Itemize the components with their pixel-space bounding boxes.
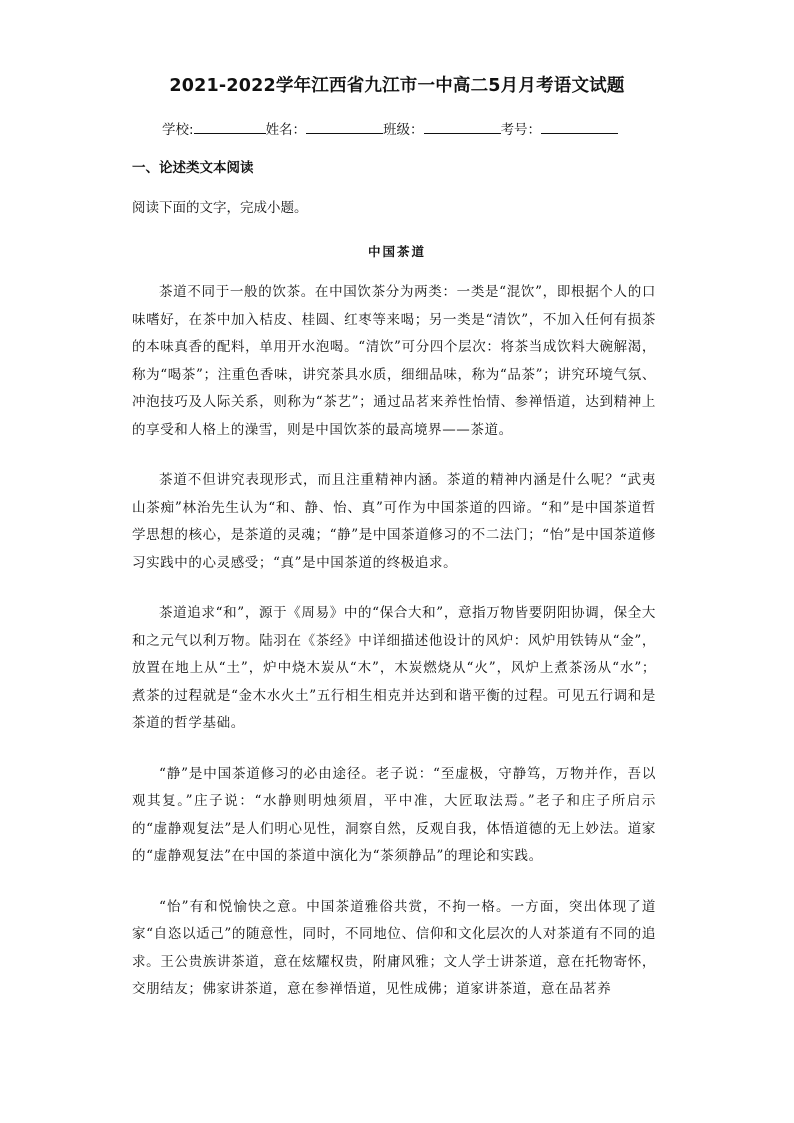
school-label: 学校:	[162, 122, 194, 138]
article-paragraph: 茶道不同于一般的饮茶。在中国饮茶分为两类：一类是“混饮”，即根据个人的口味嗜好，在茶中加入桔皮、桂圆、红枣等来喝；另一类是“清饮”，不加入任何有损茶的本味真香的配料，单用开水泡喝。“清饮”可分四个层次：将茶当成饮料大碗解渴，称为“喝茶”；注重色香味，讲究茶具水质，细细品味，称为“品茶”；讲究环境气氛、冲泡技巧及人际关系，则称为“茶艺”；通过品茗来养性怡情、参禅悟道，达到精神上的享受和人格上的澡雪，则是中国饮茶的最高境界——茶道。	[132, 284, 656, 438]
name-label: 姓名：	[265, 122, 307, 138]
class-blank[interactable]	[424, 121, 501, 134]
article-paragraph: “静”是中国茶道修习的必由途径。老子说：“至虚极，守静笃，万物并作，吾以观其复。”庄子说：“水静则明烛须眉，平中准，大匠取法焉。”老子和庄子所启示的“虚静观复法”是人们明心见性，洞察自然，反观自我，体悟道德的无上妙法。道家的“虚静观复法”在中国的茶道中演化为“茶须静品”的理论和实践。	[132, 765, 656, 864]
section-heading: 一、论述类文本阅读	[132, 160, 254, 176]
article-paragraph: 茶道不但讲究表现形式，而且注重精神内涵。茶道的精神内涵是什么呢？“武夷山茶痴”林治先生认为“和、静、怡、真”可作为中国茶道的四谛。“和”是中国茶道哲学思想的核心，是茶道的灵魂；“静”是中国茶道修习的不二法门；“怡”是中国茶道修习实践中的心灵感受；“真”是中国茶道的终极追求。	[132, 472, 656, 571]
article-paragraph: “怡”有和悦愉快之意。中国茶道雅俗共赏，不拘一格。一方面，突出体现了道家“自恣以适己”的随意性，同时，不同地位、信仰和文化层次的人对茶道有不同的追求。王公贵族讲茶道，意在炫耀权贵，附庸风雅；文人学士讲茶道，意在托物寄怀，交朋结友；佛家讲茶道，意在参禅悟道，见性成佛；道家讲茶道，意在品茗养	[132, 898, 656, 997]
article-body	[132, 279, 656, 1004]
exam-no-label: 考号：	[500, 122, 542, 138]
exam-no-blank[interactable]	[541, 121, 618, 134]
name-blank[interactable]	[306, 121, 383, 134]
article-title: 中国茶道	[367, 244, 426, 259]
student-info-row	[162, 118, 618, 138]
class-label: 班级：	[383, 122, 424, 138]
school-blank[interactable]	[194, 121, 266, 134]
exam-title: 2021-2022学年江西省九江市一中高二5月月考语文试题	[169, 76, 625, 96]
reading-instruction: 阅读下面的文字，完成小题。	[132, 200, 308, 216]
article-paragraph: 茶道追求“和”，源于《周易》中的“保合大和”，意指万物皆要阴阳协调，保全大和之元气以利万物。陆羽在《茶经》中详细描述他设计的风炉：风炉用铁铸从“金”，放置在地上从“土”，炉中烧木炭从“木”，木炭燃烧从“火”，风炉上煮茶汤从“水”；煮茶的过程就是“金木水火土”五行相生相克并达到和谐平衡的过程。可见五行调和是茶道的哲学基础。	[132, 605, 656, 731]
